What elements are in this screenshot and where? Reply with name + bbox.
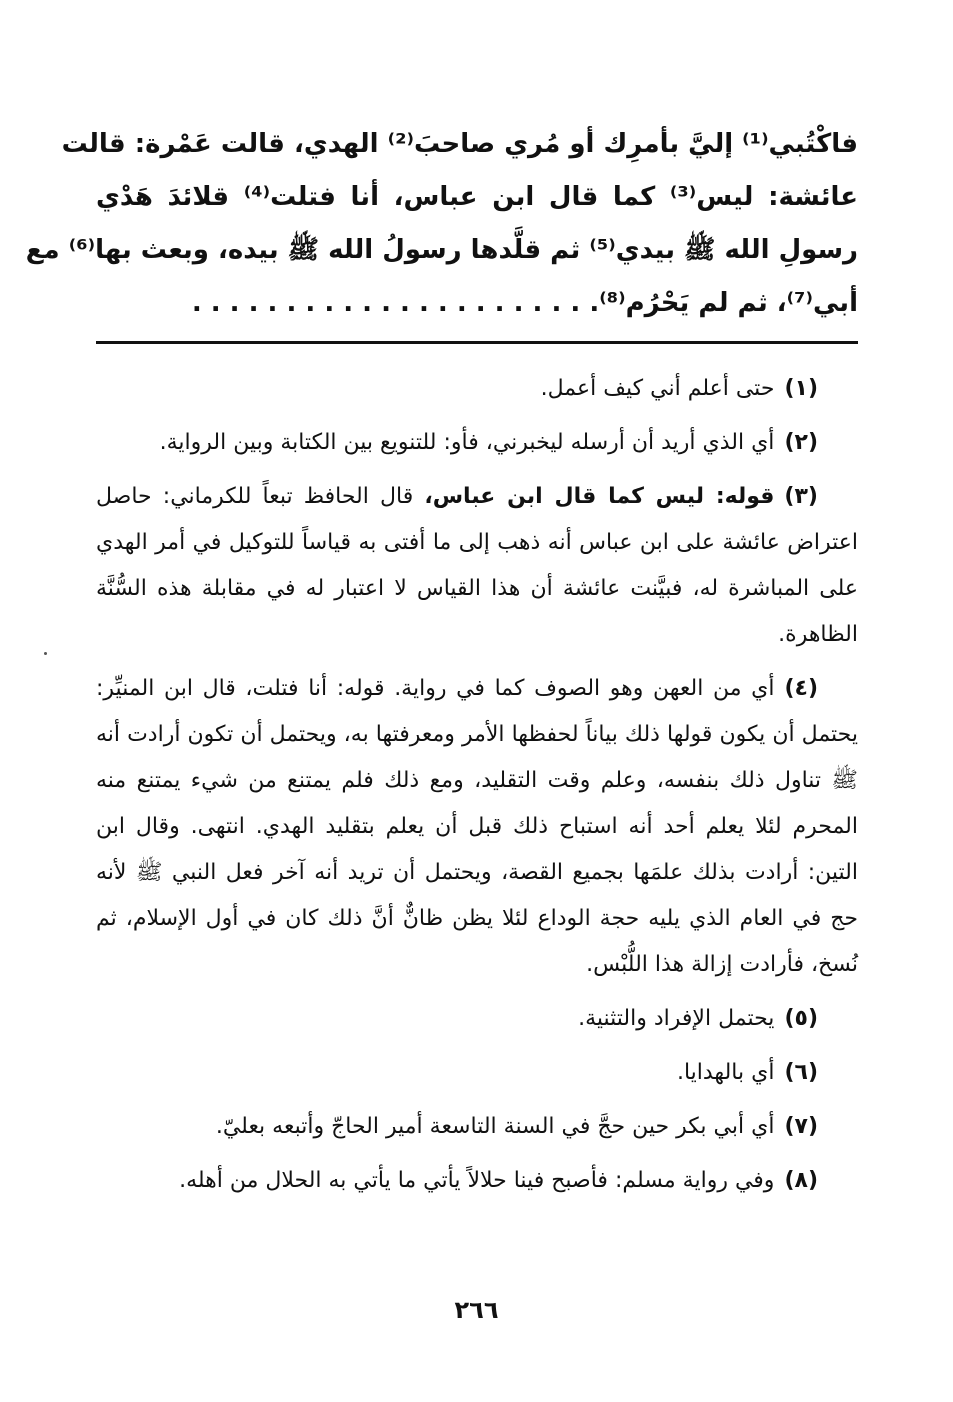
footnote-number: (٢) [784, 430, 818, 455]
footnote-text: أي بالهدايا. [676, 1060, 775, 1085]
main-text-line: أبي⁽⁷⁾، ثم لم يَحْرُم⁽⁸⁾. . . . . . . . . . . . . . . . . . . . . . [191, 288, 858, 318]
footnote [96, 420, 858, 466]
page-number: ٢٦٦ [454, 1296, 499, 1324]
footnote-text: أي أبي بكر حين حجَّ في السنة التاسعة أمير الحاجّ وأتبعه بعليّ. [215, 1114, 775, 1139]
footnote-number: (١) [784, 376, 818, 401]
footnote-bold-prefix: قوله: ليس كما قال ابن عباس، [424, 484, 775, 509]
footnote-number: (٦) [784, 1060, 818, 1085]
footnote-number: (٧) [784, 1114, 818, 1139]
footnote [96, 366, 858, 412]
footnote-text: أي الذي أريد أن أرسله ليخبرني، فأو: للتنويع بين الكتابة وبين الرواية. [159, 430, 775, 455]
main-text-line: فاكْتُبي⁽¹⁾ إليَّ بأمرِك أو مُري صاحبَ⁽²⁾ الهدي، قالت عَمْرة: قالت [61, 129, 858, 159]
footnote [96, 666, 858, 988]
main-text-line: رسولِ الله ﷺ بيدي⁽⁵⁾ ثم قلَّدها رسولُ الله ﷺ بيده، وبعث بها⁽⁶⁾ مع [25, 235, 858, 265]
footnote-number: (٥) [784, 1006, 818, 1031]
footnote-separator [96, 341, 858, 344]
main-text-block [25, 118, 858, 330]
footnotes-block [96, 366, 858, 1212]
footnote [96, 1104, 858, 1150]
footnote [96, 1050, 858, 1096]
footnote-text: حتى أعلم أني كيف أعمل. [540, 376, 775, 401]
footnote-text: يحتمل الإفراد والتثنية. [578, 1006, 775, 1031]
main-text-line: عائشة: ليس⁽³⁾ كما قال ابن عباس، أنا فتلت⁽⁴⁾ قلائدَ هَدْي [96, 182, 858, 212]
footnote-number: (٣) [784, 484, 818, 509]
footnote [96, 996, 858, 1042]
footnote-text: قال الحافظ تبعاً للكرماني: حاصل اعتراض عائشة على ابن عباس أنه ذهب إلى ما أفتى به قياساً للتوكيل في أمر الهدي على المباشرة له، فبيَّنت عائشة أن هذا القياس لا اعتبار له في مقابلة هذه السُّنَّة الظاهرة. [96, 484, 858, 647]
footnote [96, 1158, 858, 1204]
footnote-text: وفي رواية مسلم: فأصبح فينا حلالاً يأتي ما يأتي به الحلال من أهله. [179, 1168, 775, 1193]
footnote [96, 474, 858, 658]
footnote-number: (٨) [784, 1168, 818, 1193]
footnote-text: أي من العهن وهو الصوف كما في رواية. قوله: أنا فتلت، قال ابن المنيِّر: يحتمل أن يكون قولها ذلك بياناً لحفظها الأمر ومعرفتها به، ويحتمل أن تكون أرادت أنه ﷺ تناول ذلك بنفسه، وعلم وقت التقليد، ومع ذلك فلم يمتنع من شيء يمتنع منه المحرم لئلا يعلم أحد أنه استباح ذلك قبل أن يعلم بتقليد الهدي. انتهى. وقال ابن التين: أرادت بذلك علمَها بجميع القصة، ويحتمل أن تريد أنه آخر فعل النبي ﷺ لأنه حج في العام الذي يليه حجة الوداع لئلا يظن ظانٌّ أنَّ ذلك كان في أول الإسلام، ثم نُسخ، فأرادت إزالة هذا اللُّبْس. [96, 676, 858, 977]
footnote-number: (٤) [784, 676, 818, 701]
scan-speck [44, 652, 47, 655]
